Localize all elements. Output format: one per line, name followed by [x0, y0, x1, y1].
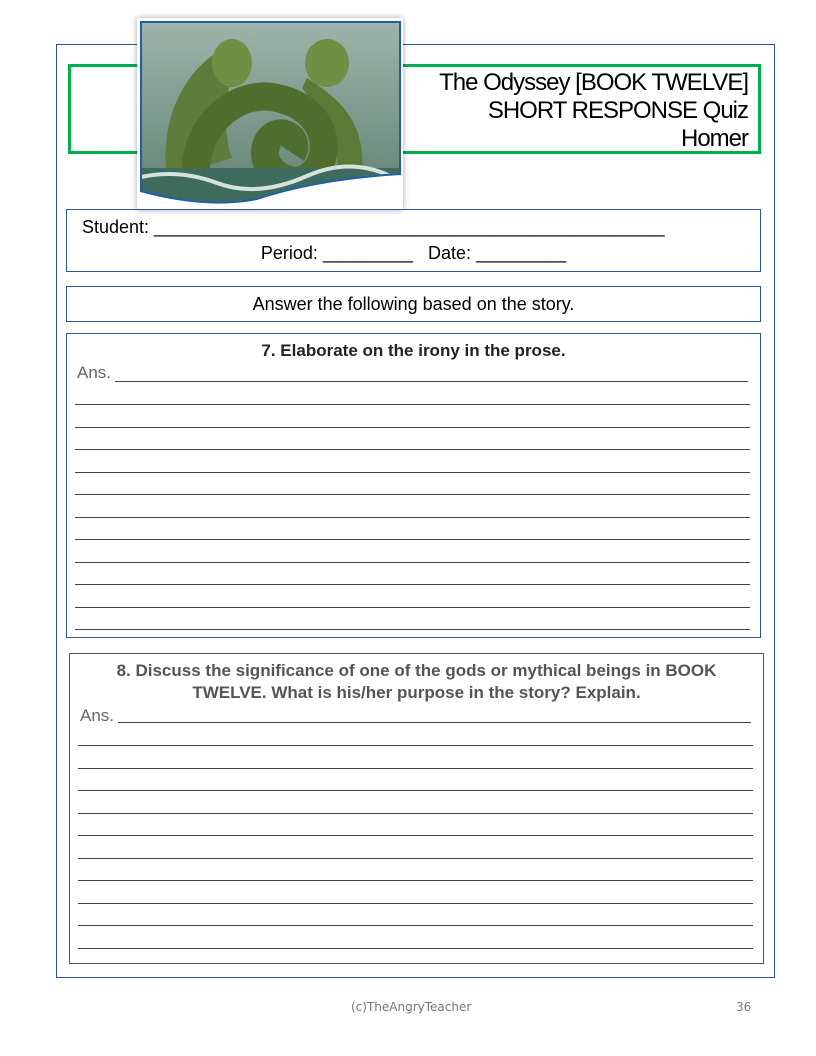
answer-label: Ans.	[80, 706, 115, 725]
title-line: The Odyssey [BOOK TWELVE]	[439, 69, 748, 96]
answer-line[interactable]	[75, 472, 750, 473]
answer-line[interactable]	[75, 517, 750, 518]
title-line: SHORT RESPONSE Quiz	[487, 97, 748, 124]
answer-line[interactable]	[75, 427, 750, 428]
answer-label: Ans.	[77, 363, 112, 382]
period-field[interactable]: Period: _________	[260, 243, 413, 263]
answer-line[interactable]	[78, 745, 753, 746]
answer-line[interactable]	[75, 607, 750, 608]
page-title	[439, 69, 748, 153]
answer-line[interactable]	[75, 629, 750, 630]
answer-line[interactable]	[75, 562, 750, 563]
question-8-box	[69, 653, 764, 964]
answer-line[interactable]	[115, 381, 748, 382]
sea-serpent-illustration	[137, 18, 403, 210]
answer-line[interactable]	[78, 925, 753, 926]
author-line: Homer	[680, 125, 748, 152]
answer-line[interactable]	[78, 880, 753, 881]
answer-line[interactable]	[78, 813, 753, 814]
date-field[interactable]: Date: _________	[428, 243, 567, 263]
answer-line[interactable]	[78, 858, 753, 859]
page-number: 36	[736, 1000, 752, 1014]
question-text: 8. Discuss the significance of one of the gods or mythical beings in BOOK TWELVE. What is his/her purpose in the story? Explain.	[116, 661, 717, 702]
answer-line[interactable]	[78, 768, 753, 769]
answer-line[interactable]	[75, 494, 750, 495]
answer-line[interactable]	[75, 404, 750, 405]
instructions: Answer the following based on the story.	[66, 286, 761, 322]
copyright: (c)TheAngryTeacher	[351, 1000, 472, 1014]
answer-line[interactable]	[78, 948, 753, 949]
answer-line[interactable]	[75, 449, 750, 450]
answer-line[interactable]	[75, 539, 750, 540]
answer-line[interactable]	[78, 903, 753, 904]
answer-line[interactable]	[75, 584, 750, 585]
question-text: 7. Elaborate on the irony in the prose.	[261, 341, 566, 360]
question-7-box	[66, 333, 761, 638]
answer-line[interactable]	[118, 722, 751, 723]
answer-line[interactable]	[78, 835, 753, 836]
student-info-box	[66, 209, 761, 272]
student-name-field[interactable]: Student: ___________________________________________________	[82, 217, 665, 237]
answer-line[interactable]	[78, 790, 753, 791]
